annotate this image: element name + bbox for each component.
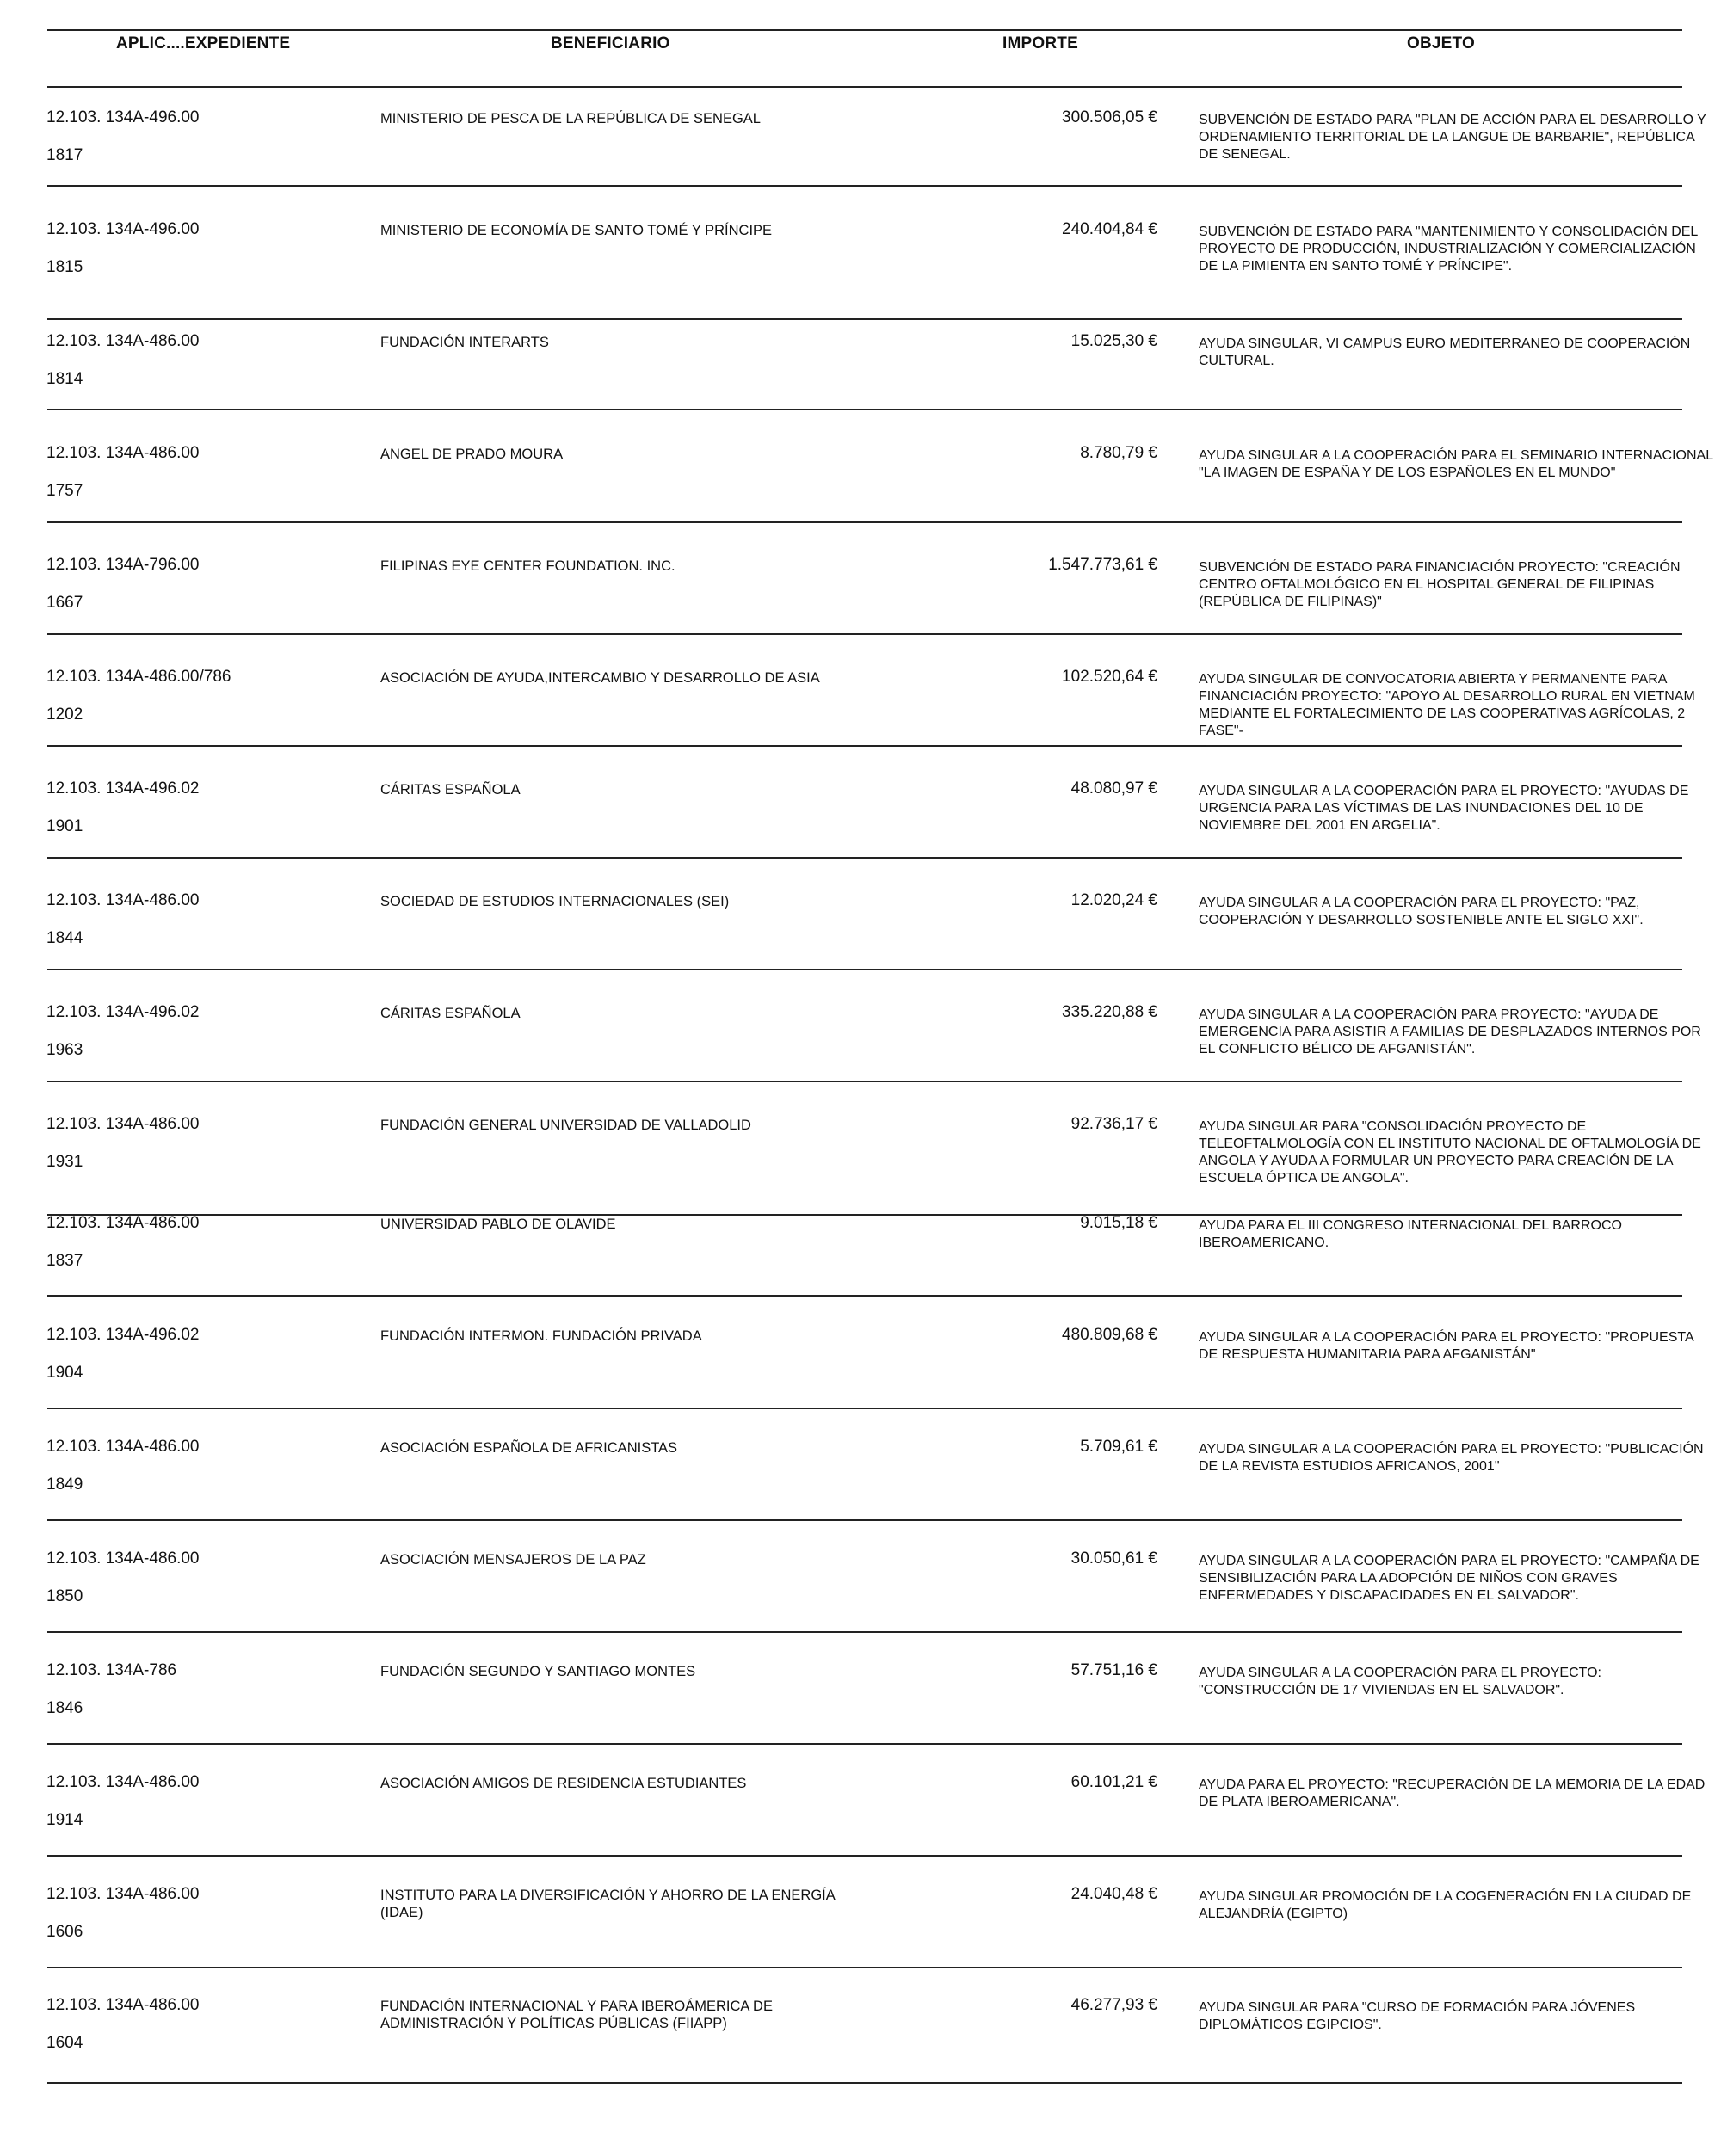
importe-cell: 30.050,61 € bbox=[1070, 1549, 1157, 1568]
objeto-cell: AYUDA PARA EL PROYECTO: "RECUPERACIÓN DE LA MEMORIA DE LA EDAD DE PLATA IBEROAMERICANA". bbox=[1199, 1777, 1706, 1809]
expediente-cell: 1844 bbox=[46, 929, 83, 947]
expediente-cell: 1901 bbox=[46, 817, 83, 835]
expediente-cell: 1963 bbox=[46, 1041, 83, 1059]
expediente-cell: 1849 bbox=[46, 1475, 83, 1494]
objeto-cell: AYUDA SINGULAR, VI CAMPUS EURO MEDITERRANEO DE COOPERACIÓN CULTURAL. bbox=[1199, 336, 1691, 368]
objeto-cell: AYUDA SINGULAR A LA COOPERACIÓN PARA EL SEMINARIO INTERNACIONAL "LA IMAGEN DE ESPAÑA Y DE LOS ESPAÑOLES EN EL MUNDO" bbox=[1199, 448, 1713, 480]
objeto-cell: AYUDA SINGULAR A LA COOPERACIÓN PARA EL PROYECTO: "PROPUESTA DE RESPUESTA HUMANITARIA PARA AFGANISTÁN" bbox=[1199, 1330, 1693, 1362]
table-row bbox=[0, 668, 1721, 779]
objeto-cell: AYUDA SINGULAR A LA COOPERACIÓN PARA EL PROYECTO: "CAMPAÑA DE SENSIBILIZACIÓN PARA LA ADOPCIÓN DE NIÑOS CON GRAVES ENFERMEDADES Y DISCAPACIDADES EN EL SALVADOR". bbox=[1199, 1554, 1699, 1603]
row-separator bbox=[47, 1743, 1682, 1745]
row-separator bbox=[47, 409, 1682, 410]
expediente-cell: 1604 bbox=[46, 2034, 83, 2052]
row-separator bbox=[47, 2082, 1682, 2084]
row-separator bbox=[47, 1408, 1682, 1409]
table-row bbox=[0, 1115, 1721, 1227]
row-separator bbox=[47, 1967, 1682, 1968]
beneficiario-cell: FUNDACIÓN GENERAL UNIVERSIDAD DE VALLADOLID bbox=[380, 1118, 751, 1133]
table-row bbox=[0, 1003, 1721, 1115]
aplic-cell: 12.103. 134A-496.00 bbox=[46, 108, 200, 126]
aplic-cell: 12.103. 134A-496.02 bbox=[46, 1326, 200, 1344]
objeto-cell: AYUDA SINGULAR DE CONVOCATORIA ABIERTA Y PERMANENTE PARA FINANCIACIÓN PROYECTO: "APOYO AL DESARROLLO RURAL EN VIETNAM MEDIANTE EL FORTALECIMIENTO DE LAS COOPERATIVAS AGRÍCOLAS, 2 FASE"- bbox=[1199, 672, 1695, 738]
beneficiario-cell: FILIPINAS EYE CENTER FOUNDATION. INC. bbox=[380, 558, 675, 574]
row-separator bbox=[47, 1295, 1682, 1297]
row-separator bbox=[47, 1519, 1682, 1521]
aplic-cell: 12.103. 134A-486.00 bbox=[46, 1773, 200, 1791]
table-row bbox=[0, 444, 1721, 556]
beneficiario-cell: CÁRITAS ESPAÑOLA bbox=[380, 1006, 521, 1021]
beneficiario-cell: MINISTERIO DE PESCA DE LA REPÚBLICA DE SENEGAL bbox=[380, 111, 761, 126]
row-separator bbox=[47, 521, 1682, 523]
row-separator bbox=[47, 633, 1682, 635]
header-bottom-rule bbox=[47, 86, 1682, 88]
aplic-cell: 12.103. 134A-486.00 bbox=[46, 891, 200, 909]
row-separator bbox=[47, 1081, 1682, 1082]
header-importe: IMPORTE bbox=[1002, 34, 1078, 52]
beneficiario-cell: ASOCIACIÓN AMIGOS DE RESIDENCIA ESTUDIANTES bbox=[380, 1776, 747, 1791]
expediente-cell: 1850 bbox=[46, 1587, 83, 1605]
beneficiario-cell: FUNDACIÓN INTERNACIONAL Y PARA IBEROÁMERICA DE ADMINISTRACIÓN Y POLÍTICAS PÚBLICAS (FIIAPP) bbox=[380, 1999, 773, 2031]
aplic-cell: 12.103. 134A-486.00 bbox=[46, 1115, 200, 1133]
importe-cell: 102.520,64 € bbox=[1062, 668, 1157, 686]
importe-cell: 5.709,61 € bbox=[1080, 1438, 1157, 1456]
aplic-cell: 12.103. 134A-486.00 bbox=[46, 332, 200, 350]
objeto-cell: AYUDA SINGULAR A LA COOPERACIÓN PARA EL PROYECTO: "PUBLICACIÓN DE LA REVISTA ESTUDIOS AFRICANOS, 2001" bbox=[1199, 1442, 1704, 1474]
objeto-cell: AYUDA SINGULAR A LA COOPERACIÓN PARA EL PROYECTO: "AYUDAS DE URGENCIA PARA LAS VÍCTIMAS DE LAS INUNDACIONES DEL 10 DE NOVIEMBRE DEL 2001 EN ARGELIA". bbox=[1199, 784, 1689, 833]
table-row bbox=[0, 1326, 1721, 1438]
importe-cell: 92.736,17 € bbox=[1070, 1115, 1157, 1133]
aplic-cell: 12.103. 134A-796.00 bbox=[46, 556, 200, 574]
table-row bbox=[0, 779, 1721, 891]
objeto-cell: AYUDA PARA EL III CONGRESO INTERNACIONAL DEL BARROCO IBEROAMERICANO. bbox=[1199, 1218, 1622, 1250]
objeto-cell: SUBVENCIÓN DE ESTADO PARA FINANCIACIÓN PROYECTO: "CREACIÓN CENTRO OFTALMOLÓGICO EN EL HOSPITAL GENERAL DE FILIPINAS (REPÚBLICA DE FILIPINAS)" bbox=[1199, 560, 1681, 609]
expediente-cell: 1667 bbox=[46, 594, 83, 612]
objeto-cell: AYUDA SINGULAR PARA "CURSO DE FORMACIÓN PARA JÓVENES DIPLOMÁTICOS EGIPCIOS". bbox=[1199, 2000, 1636, 2032]
beneficiario-cell: ASOCIACIÓN MENSAJEROS DE LA PAZ bbox=[380, 1552, 646, 1568]
aplic-cell: 12.103. 134A-496.02 bbox=[46, 779, 200, 798]
header-aplic-expediente: APLIC....EXPEDIENTE bbox=[116, 34, 291, 52]
expediente-cell: 1202 bbox=[46, 705, 83, 724]
beneficiario-cell: FUNDACIÓN INTERMON. FUNDACIÓN PRIVADA bbox=[380, 1328, 702, 1344]
table-row bbox=[0, 1661, 1721, 1773]
table-header bbox=[47, 33, 1682, 89]
row-separator bbox=[47, 857, 1682, 859]
expediente-cell: 1931 bbox=[46, 1153, 83, 1171]
expediente-cell: 1837 bbox=[46, 1252, 83, 1270]
aplic-cell: 12.103. 134A-486.00 bbox=[46, 1438, 200, 1456]
header-top-rule bbox=[47, 29, 1682, 31]
beneficiario-cell: MINISTERIO DE ECONOMÍA DE SANTO TOMÉ Y PRÍNCIPE bbox=[380, 223, 773, 238]
aplic-cell: 12.103. 134A-786 bbox=[46, 1661, 177, 1679]
objeto-cell: AYUDA SINGULAR A LA COOPERACIÓN PARA PROYECTO: "AYUDA DE EMERGENCIA PARA ASISTIR A FAMILIAS DE DESPLAZADOS INTERNOS POR EL CONFLICTO BÉLICO DE AFGANISTÁN". bbox=[1199, 1007, 1701, 1056]
beneficiario-cell: ASOCIACIÓN DE AYUDA,INTERCAMBIO Y DESARROLLO DE ASIA bbox=[380, 670, 820, 686]
table-row bbox=[0, 1773, 1721, 1885]
expediente-cell: 1846 bbox=[46, 1699, 83, 1717]
aplic-cell: 12.103. 134A-486.00 bbox=[46, 444, 200, 462]
importe-cell: 12.020,24 € bbox=[1070, 891, 1157, 909]
expediente-cell: 1914 bbox=[46, 1811, 83, 1829]
expediente-cell: 1817 bbox=[46, 146, 83, 164]
expediente-cell: 1606 bbox=[46, 1923, 83, 1941]
table-row bbox=[0, 891, 1721, 1003]
aplic-cell: 12.103. 134A-496.00 bbox=[46, 220, 200, 238]
importe-cell: 300.506,05 € bbox=[1062, 108, 1157, 126]
header-beneficiario: BENEFICIARIO bbox=[551, 34, 670, 52]
row-separator bbox=[47, 1855, 1682, 1857]
aplic-cell: 12.103. 134A-486.00/786 bbox=[46, 668, 231, 686]
objeto-cell: AYUDA SINGULAR A LA COOPERACIÓN PARA EL PROYECTO: "CONSTRUCCIÓN DE 17 VIVIENDAS EN EL SALVADOR". bbox=[1199, 1666, 1601, 1697]
beneficiario-cell: CÁRITAS ESPAÑOLA bbox=[380, 782, 521, 798]
beneficiario-cell: FUNDACIÓN INTERARTS bbox=[380, 335, 549, 350]
beneficiario-cell: SOCIEDAD DE ESTUDIOS INTERNACIONALES (SEI) bbox=[380, 894, 730, 909]
table-row bbox=[0, 1885, 1721, 1997]
table-row bbox=[0, 1996, 1721, 2108]
beneficiario-cell: UNIVERSIDAD PABLO DE OLAVIDE bbox=[380, 1217, 616, 1232]
row-separator bbox=[47, 185, 1682, 187]
importe-cell: 24.040,48 € bbox=[1070, 1885, 1157, 1903]
importe-cell: 57.751,16 € bbox=[1070, 1661, 1157, 1679]
importe-cell: 335.220,88 € bbox=[1062, 1003, 1157, 1021]
expediente-cell: 1815 bbox=[46, 258, 83, 276]
expediente-cell: 1757 bbox=[46, 482, 83, 500]
beneficiario-cell: ASOCIACIÓN ESPAÑOLA DE AFRICANISTAS bbox=[380, 1440, 678, 1456]
importe-cell: 60.101,21 € bbox=[1070, 1773, 1157, 1791]
importe-cell: 480.809,68 € bbox=[1062, 1326, 1157, 1344]
table-row bbox=[0, 332, 1721, 444]
aplic-cell: 12.103. 134A-486.00 bbox=[46, 1996, 200, 2014]
header-objeto: OBJETO bbox=[1407, 34, 1475, 52]
importe-cell: 240.404,84 € bbox=[1062, 220, 1157, 238]
row-separator bbox=[47, 745, 1682, 747]
aplic-cell: 12.103. 134A-486.00 bbox=[46, 1885, 200, 1903]
beneficiario-cell: INSTITUTO PARA LA DIVERSIFICACIÓN Y AHORRO DE LA ENERGÍA (IDAE) bbox=[380, 1888, 835, 1920]
aplic-cell: 12.103. 134A-486.00 bbox=[46, 1549, 200, 1568]
table-row bbox=[0, 1214, 1721, 1326]
expediente-cell: 1814 bbox=[46, 370, 83, 388]
aplic-cell: 12.103. 134A-486.00 bbox=[46, 1214, 200, 1232]
row-separator bbox=[47, 969, 1682, 970]
objeto-cell: AYUDA SINGULAR A LA COOPERACIÓN PARA EL PROYECTO: "PAZ, COOPERACIÓN Y DESARROLLO SOSTENIBLE ANTE EL SIGLO XXI". bbox=[1199, 896, 1644, 927]
importe-cell: 15.025,30 € bbox=[1070, 332, 1157, 350]
objeto-cell: SUBVENCIÓN DE ESTADO PARA "MANTENIMIENTO Y CONSOLIDACIÓN DEL PROYECTO DE PRODUCCIÓN, INDUSTRIALIZACIÓN Y COMERCIALIZACIÓN DE LA PIMIENTA EN SANTO TOMÉ Y PRÍNCIPE". bbox=[1199, 225, 1698, 274]
objeto-cell: AYUDA SINGULAR PARA "CONSOLIDACIÓN PROYECTO DE TELEOFTALMOLOGÍA CON EL INSTITUTO NACIONAL DE OFTALMOLOGÍA DE ANGOLA Y AYUDA A FORMULAR UN PROYECTO PARA CREACIÓN DE LA ESCUELA ÓPTICA DE ANGOLA". bbox=[1199, 1119, 1701, 1186]
objeto-cell: AYUDA SINGULAR PROMOCIÓN DE LA COGENERACIÓN EN LA CIUDAD DE ALEJANDRÍA (EGIPTO) bbox=[1199, 1889, 1692, 1921]
table-row bbox=[0, 108, 1721, 220]
importe-cell: 1.547.773,61 € bbox=[1048, 556, 1157, 574]
importe-cell: 48.080,97 € bbox=[1070, 779, 1157, 798]
aplic-cell: 12.103. 134A-496.02 bbox=[46, 1003, 200, 1021]
importe-cell: 46.277,93 € bbox=[1070, 1996, 1157, 2014]
expediente-cell: 1904 bbox=[46, 1364, 83, 1382]
importe-cell: 9.015,18 € bbox=[1080, 1214, 1157, 1232]
table-row bbox=[0, 1438, 1721, 1549]
row-separator bbox=[47, 1631, 1682, 1633]
row-separator bbox=[47, 318, 1682, 320]
table-row bbox=[0, 556, 1721, 668]
beneficiario-cell: FUNDACIÓN SEGUNDO Y SANTIAGO MONTES bbox=[380, 1664, 696, 1679]
importe-cell: 8.780,79 € bbox=[1080, 444, 1157, 462]
beneficiario-cell: ANGEL DE PRADO MOURA bbox=[380, 447, 564, 462]
table-row bbox=[0, 1549, 1721, 1661]
objeto-cell: SUBVENCIÓN DE ESTADO PARA "PLAN DE ACCIÓN PARA EL DESARROLLO Y ORDENAMIENTO TERRITORIAL DE LA LANGUE DE BARBARIE", REPÚBLICA DE SENEGAL. bbox=[1199, 113, 1706, 162]
table-row bbox=[0, 220, 1721, 332]
